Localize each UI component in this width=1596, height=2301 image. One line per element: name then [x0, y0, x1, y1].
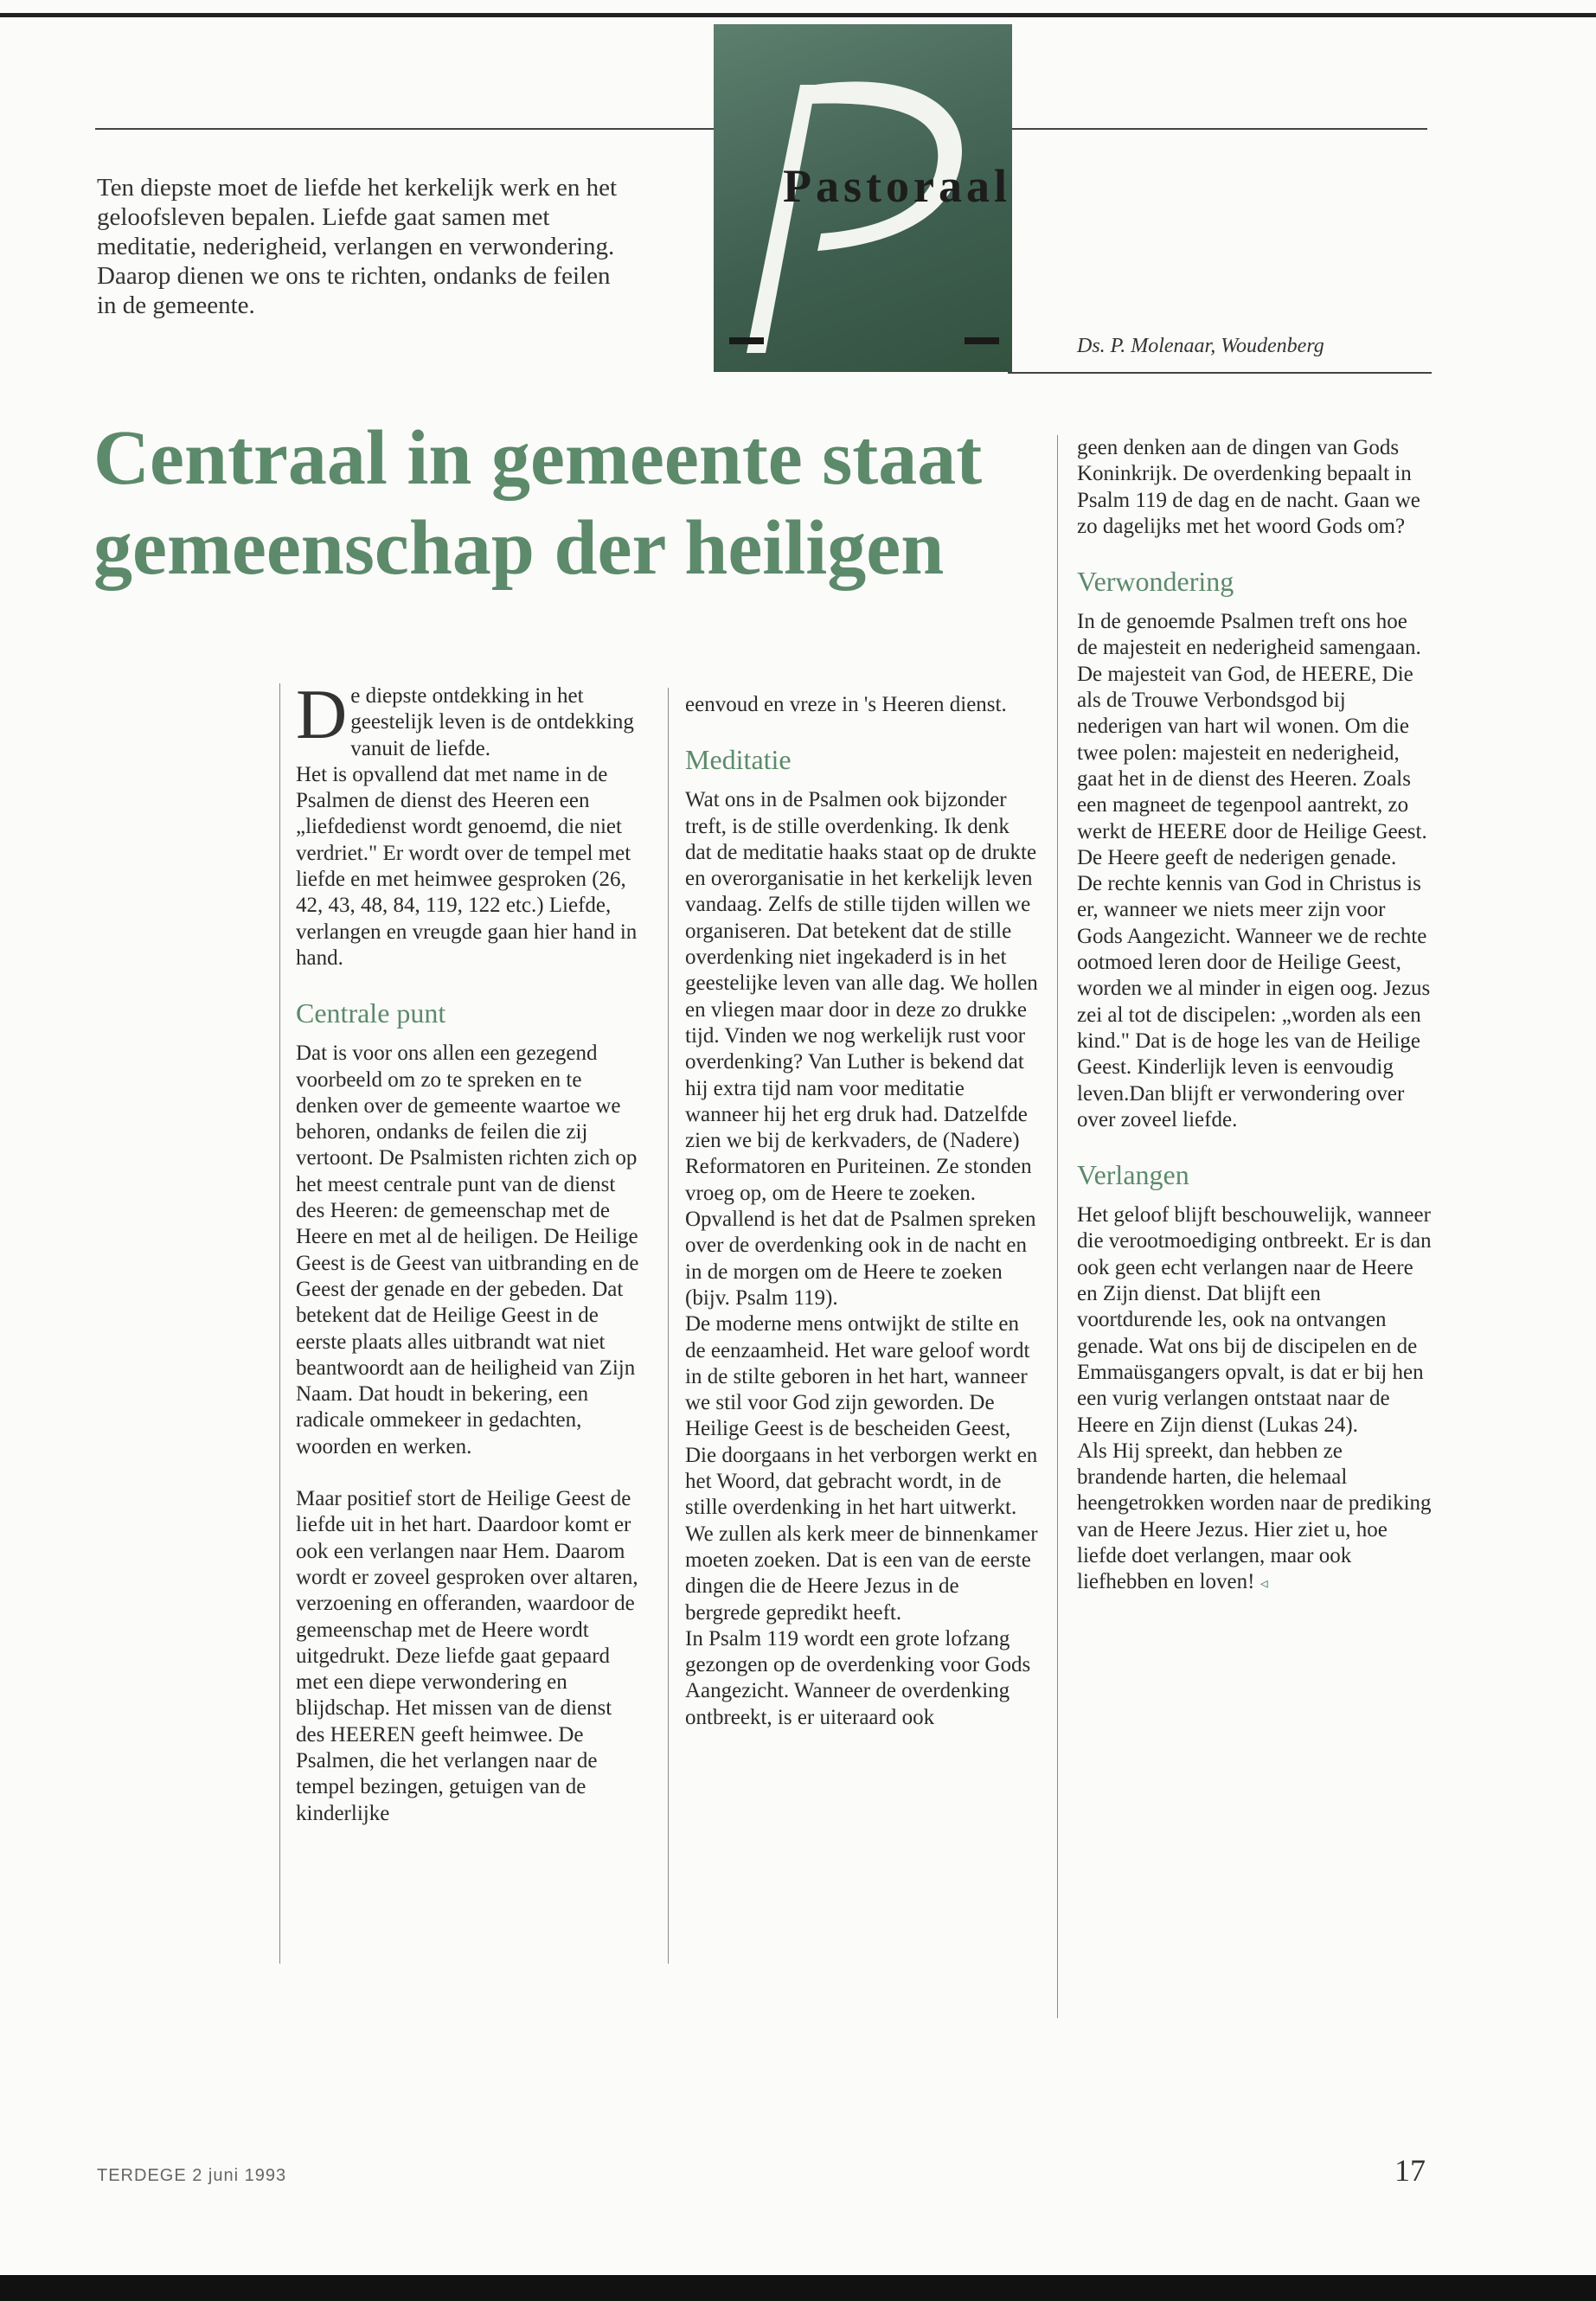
- publication-footer: TERDEGE 2 juni 1993: [97, 2166, 287, 2185]
- paragraph: Als Hij spreekt, dan hebben ze brandende harten, die helemaal heengetrokken worden naar de prediking van de Heere Jezus. Hier ziet u, hoe liefde doet verlangen, maar ook liefhebben en loven! ◃: [1077, 1439, 1432, 1594]
- paragraph: eenvoud en vreze in 's Heeren dienst.: [685, 693, 1007, 716]
- top-rule: [0, 13, 1596, 17]
- article-column-2: [685, 692, 1038, 1731]
- end-mark-icon: ◃: [1259, 1574, 1268, 1593]
- headline-line-2: gemeenschap der heiligen: [93, 505, 945, 591]
- header-rule-left: [95, 128, 714, 130]
- paragraph: geen denken aan de dingen van Gods Koninkrijk. De overdenking bepaalt in Psalm 119 de dag en de nacht. Gaan we zo dagelijks met het woord Gods om?: [1077, 436, 1420, 538]
- page-number: 17: [1394, 2153, 1426, 2188]
- paragraph: Maar positief stort de Heilige Geest de liefde uit in het hart. Daardoor komt er ook een verlangen naar Hem. Daarom wordt er zoveel gesproken over altaren, verzoening en offeranden, waardoor de gemeenschap met de Heere wordt uitgedrukt. Deze liefde gaat gepaard met een diepe verwondering en blijdschap. Het missen van de dienst des HEEREN geeft heimwee. De Psalmen, die het verlangen naar de tempel bezingen, getuigen van de kinderlijke: [296, 1487, 638, 1825]
- drop-cap: D: [296, 675, 348, 753]
- header-rule-right: [1008, 128, 1427, 130]
- paragraph: De diepste ontdekking in het geestelijk leven is de ontdekking vanuit de liefde.: [296, 675, 634, 760]
- paragraph: In Psalm 119 wordt een grote lofzang gezongen op de overdenking voor Gods Aangezicht. Wanneer de overdenking ontbreekt, is er uiteraard ook: [685, 1626, 1031, 1729]
- author-rule: [1008, 372, 1432, 374]
- subheading-centrale-punt: Centrale punt: [296, 997, 446, 1029]
- paragraph: In de genoemde Psalmen treft ons hoe de majesteit en nederigheid samengaan. De majesteit van God, de HEERE, Die als de Trouwe Verbondsgod bij nederigen van hart wil wonen. Om die twee polen: majesteit en nederigheid, gaat het in de dienst des Heeren. Zoals een magneet de tegenpool aantrekt, zo werkt de HEERE door de Heilige Geest. De Heere geeft de nederigen genade.: [1077, 610, 1427, 869]
- page-title: [93, 413, 1019, 593]
- bottom-bar: [0, 2275, 1596, 2301]
- paragraph: De rechte kennis van God in Christus is er, wanneer we niets meer zijn voor Gods Aangezicht. Wanneer we de rechte ootmoed leren door de Heilige Geest, worden we al minder in eigen oog. Jezus zei al tot de discipelen: „worden als een kind." Dat is de hoge les van de Heilige Geest. Kinderlijk leven is eenvoudig leven.Dan blijft er verwondering over over zoveel liefde.: [1077, 872, 1431, 1131]
- paragraph: Dat is voor ons allen een gezegend voorbeeld om zo te spreken en te denken over de gemeente waartoe we behoren, ondanks de feilen die zij vertoont. De Psalmisten richten zich op het meest centrale punt van de dienst des Heeren: de gemeenschap met de Heere en met al de heiligen. De Heilige Geest is de Geest van uitbranding en de Geest der genade en der gebeden. Dat betekent dat de Heilige Geest in de eerste plaats alles uitbrandt wat niet beantwoordt aan de heiligheid van Zijn Naam. Dat houdt in bekering, een radicale ommekeer in gedachten, woorden en werken.: [296, 1042, 639, 1458]
- column-divider: [668, 688, 669, 1964]
- headline-line-1: Centraal in gemeente staat: [93, 415, 983, 501]
- intro-text: Ten diepste moet de liefde het kerkelijk werk en het geloofsleven bepalen. Liefde gaat samen met meditatie, nederigheid, verlangen en verwondering. Daarop dienen we ons te richten, ondanks de feilen in de gemeente.: [97, 174, 618, 319]
- column-divider: [1057, 435, 1058, 2018]
- paragraph: Het geloof blijft beschouwelijk, wanneer die verootmoediging ontbreekt. Er is dan ook geen echt verlangen naar de Heere en Zijn dienst. Dat blijft een voortdurende les, ook na ontvangen genade. Wat ons bij de discipelen en de Emmaüsgangers opvalt, is dat er bij hen een vurig verlangen ontstaat naar de Heere en Zijn dienst (Lukas 24).: [1077, 1203, 1432, 1437]
- author-byline: Ds. P. Molenaar, Woudenberg: [1077, 335, 1324, 357]
- subheading-verlangen: Verlangen: [1077, 1159, 1189, 1191]
- paragraph: De moderne mens ontwijkt de stilte en de eenzaamheid. Het ware geloof wordt in de stilte geboren in het hart, wanneer we stil voor God zijn geworden. De Heilige Geest is de bescheiden Geest, Die doorgaans in het verborgen werkt en het Woord, dat gebracht wordt, in de stille overdenking in het hart uitwerkt. We zullen als kerk meer de binnenkamer moeten zoeken. Dat is een van de eerste dingen die de Heere Jezus in de bergrede gepredikt heeft.: [685, 1312, 1038, 1625]
- subheading-meditatie: Meditatie: [685, 744, 792, 776]
- article-column-3: [1077, 435, 1432, 1597]
- subheading-verwondering: Verwondering: [1077, 566, 1234, 598]
- section-title: Pastoraal: [783, 160, 1011, 212]
- paragraph: Wat ons in de Psalmen ook bijzonder treft, is de stille overdenking. Ik denk dat de meditatie haaks staat op de drukte en overorganisatie in het kerkelijk leven vandaag. Zelfs de stille tijden willen we organiseren. Dat betekent dat de stille overdenking niet ingekaderd is in het geestelijke leven van alle dag. We hollen en vliegen maar door in deze zo drukke tijd. Vinden we nog werkelijk rust voor overdenking? Van Luther is bekend dat hij extra tijd nam voor meditatie wanneer hij het erg druk had. Datzelfde zien we bij de kerkvaders, de (Nadere) Reformatoren en Puriteinen. Ze stonden vroeg op, om de Heere te zoeken. Opvallend is het dat de Psalmen spreken over de overdenking ook in de nacht en in de morgen om de Heere te zoeken (bijv. Psalm 119).: [685, 788, 1038, 1310]
- paragraph: Het is opvallend dat met name in de Psalmen de dienst des Heeren een „liefdedienst wordt genoemd, die niet verdriet." Er wordt over de tempel met liefde en met heimwee gesproken (26, 42, 43, 48, 84, 119, 122 etc.) Liefde, verlangen en vreugde gaan hier hand in hand.: [296, 762, 638, 970]
- article-column-1: [296, 675, 644, 1827]
- column-divider: [279, 683, 280, 1964]
